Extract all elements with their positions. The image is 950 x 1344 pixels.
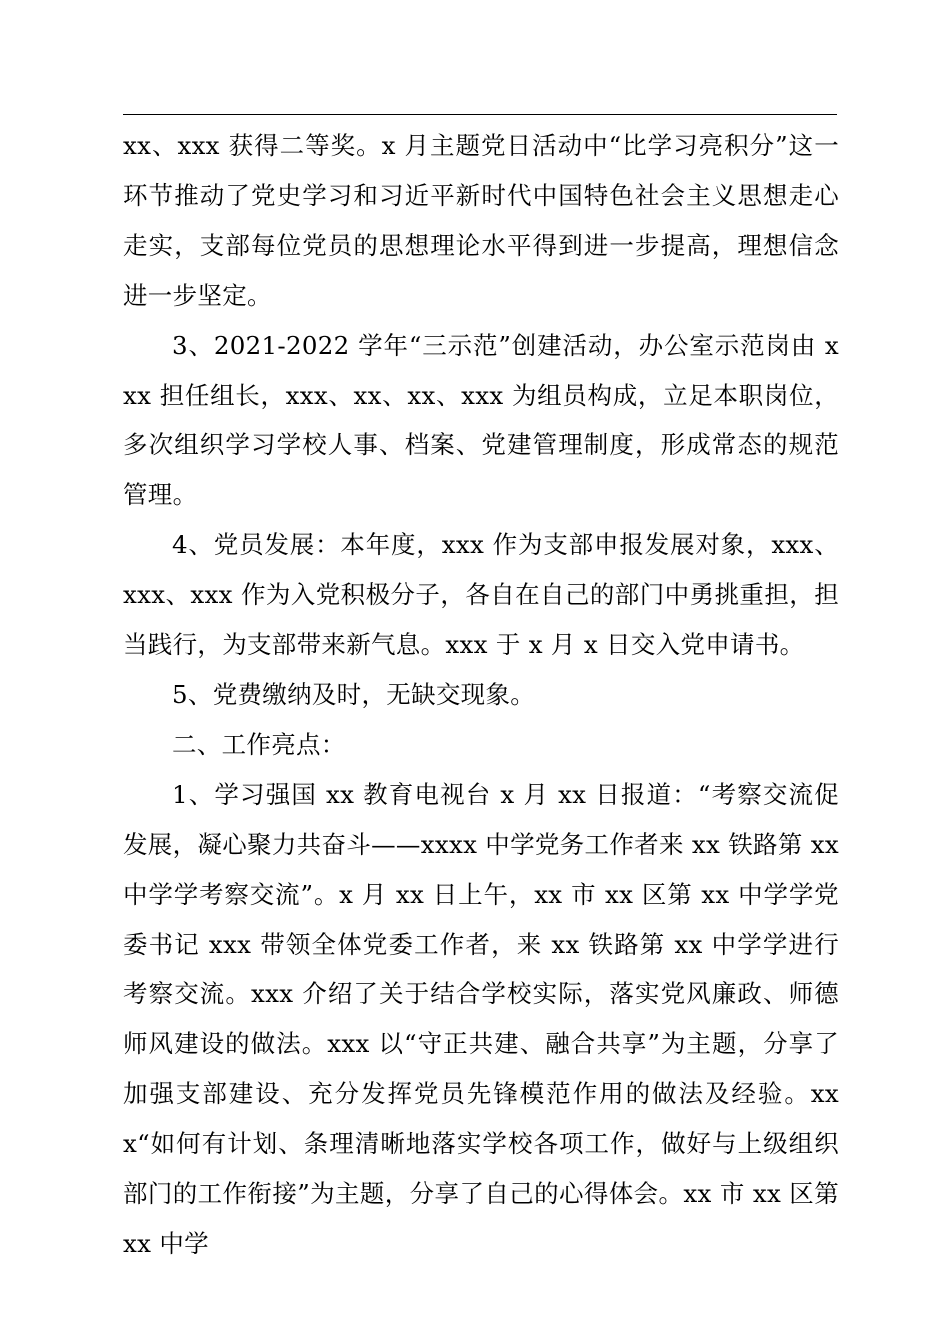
paragraph-highlight-1: 1、学习强国 xx 教育电视台 x 月 xx 日报道：“考察交流促发展，凝心聚力共奋斗——xxxx 中学党务工作者来 xx 铁路第 xx 中学学考察交流”。x 月 xx 日上午，xx 市 xx 区第 xx 中学学党委书记 xxx 带领全体党委工作者，来 xx 铁路第 xx 中学学进行考察交流。xxx 介绍了关于结合学校实际，落实党风廉政、师德师风建设的做法。xxx 以“守正共建、融合共享”为主题，分享了加强支部建设、充分发挥党员先锋模范作用的做法及经验。xxx“如何有计划、条理清晰地落实学校各项工作，做好与上级组织部门的工作衔接”为主题，分享了自己的心得体会。xx 市 xx 区第 xx 中学 bbox=[123, 779, 839, 1258]
document-body bbox=[123, 121, 839, 1269]
header-rule bbox=[123, 114, 837, 115]
paragraph-item-4: 4、党员发展：本年度，xxx 作为支部申报发展对象，xxx、xxx、xxx 作为入党积极分子，各自在自己的部门中勇挑重担，担当践行，为支部带来新气息。xxx 于 x 月 x 日交入党申请书。 bbox=[123, 530, 839, 660]
paragraph-continued: xx、xxx 获得二等奖。x 月主题党日活动中“比学习亮积分”这一环节推动了党史学习和习近平新时代中国特色社会主义思想走心走实，支部每位党员的思想理论水平得到进一步提高，理想信念进一步坚定。 bbox=[123, 131, 839, 310]
section-heading-highlights: 二、工作亮点： bbox=[172, 729, 346, 759]
paragraph-item-5: 5、党费缴纳及时，无缺交现象。 bbox=[172, 679, 536, 709]
paragraph-item-3: 3、2021-2022 学年“三示范”创建活动，办公室示范岗由 xxx 担任组长，xxx、xx、xx、xxx 为组员构成，立足本职岗位，多次组织学习学校人事、档案、党建管理制度，形成常态的规范管理。 bbox=[123, 330, 839, 510]
